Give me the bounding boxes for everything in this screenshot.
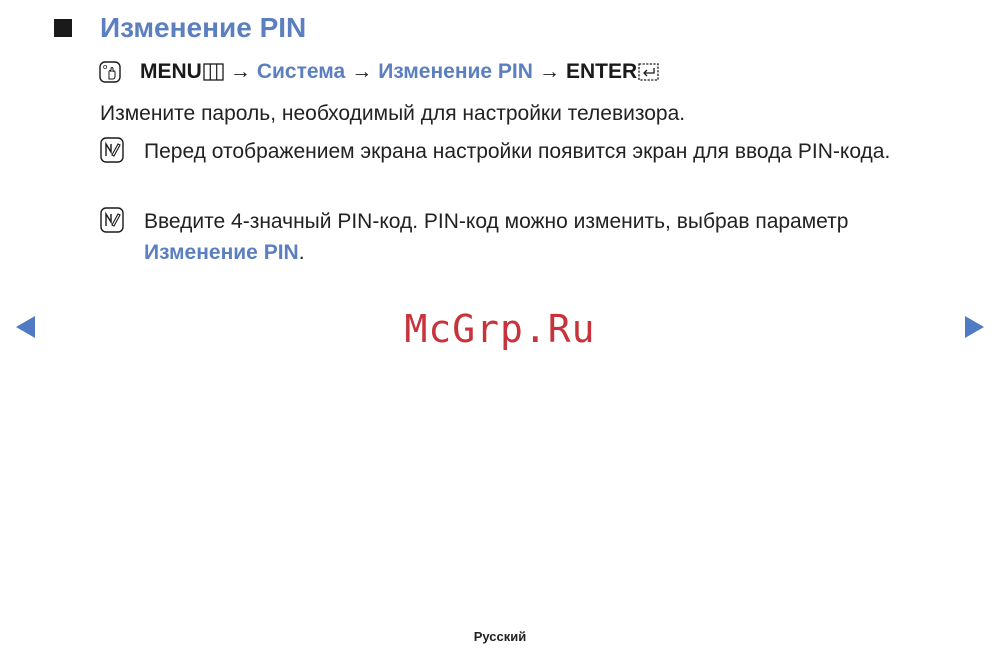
path-arrow: → [351, 60, 373, 83]
footer-language: Русский [473, 629, 527, 644]
path-arrow: → [229, 60, 251, 83]
note-icon [100, 207, 124, 233]
note-text: Перед отображением экрана настройки появится экран для ввода PIN-кода. [144, 140, 891, 163]
triangle-right-icon[interactable] [965, 316, 984, 338]
enter-label: ENTER [565, 60, 638, 83]
page-title: Изменение PIN [100, 12, 307, 43]
note-item [100, 206, 924, 268]
note-text-part: Введите 4-значный PIN-код. PIN-код можно изменить, выбрав параметр [144, 210, 849, 233]
note-item [100, 136, 924, 167]
om-hand-icon [99, 61, 121, 83]
enter-icon [638, 63, 659, 81]
menu-grid-icon [203, 63, 224, 81]
note-text [144, 206, 924, 268]
note-text-end: . [298, 241, 305, 264]
menu-path [99, 58, 659, 86]
menu-label: MENU [140, 60, 202, 83]
path-item-system: Система [256, 60, 346, 83]
note-link-change-pin[interactable]: Изменение PIN [144, 241, 299, 264]
path-arrow: → [538, 60, 560, 83]
watermark: McGrp.Ru [404, 307, 596, 351]
heading-bullet [54, 19, 72, 37]
description: Измените пароль, необходимый для настройки телевизора. [100, 102, 686, 125]
note-icon [100, 137, 124, 163]
svg-text:O: O [103, 65, 108, 71]
path-item-change-pin: Изменение PIN [378, 60, 533, 83]
